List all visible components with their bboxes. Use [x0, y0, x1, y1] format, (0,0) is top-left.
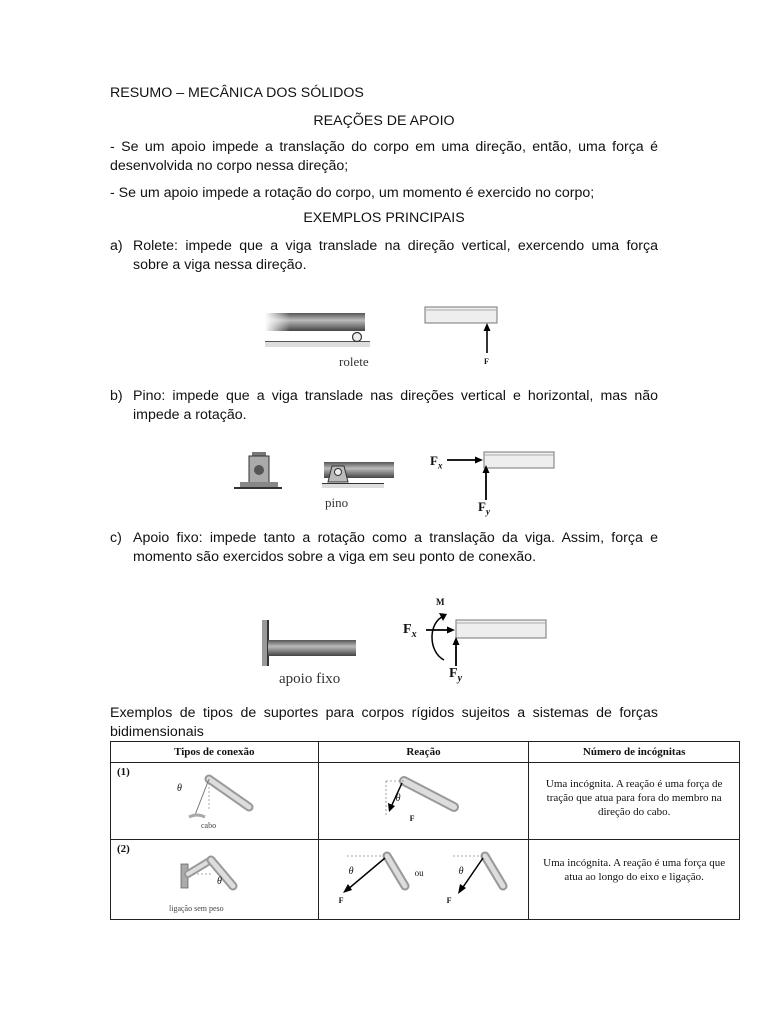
row1-reaction-force: F — [409, 814, 415, 823]
row1-number: (1) — [117, 766, 130, 778]
row2-reaction-theta-right: θ — [458, 866, 464, 877]
row2-reaction-force-left: F — [338, 896, 344, 905]
pino-label: pino — [325, 495, 349, 510]
supports-intro: Exemplos de tipos de suportes para corpos rígidos sujeitos a sistemas de forças bidimensionais — [110, 705, 658, 740]
fixed-support-drawing — [262, 620, 356, 666]
item-c-text: Apoio fixo: impede tanto a rotação como a translação da viga. Assim, força e momento são exercidos sobre a viga em seu ponto de conexão. — [133, 530, 658, 565]
apoio-fixo-label: apoio fixo — [279, 671, 341, 687]
row1-connection-label: cabo — [201, 821, 217, 830]
roller-fbd-beam — [425, 307, 497, 323]
intro-paragraph-1: - Se um apoio impede a translação do corpo em uma direção, então, uma força é desenvolvida no corpo nessa direção; — [110, 139, 658, 174]
row2-reaction-theta-left: θ — [348, 866, 354, 877]
moment-arrow — [432, 616, 444, 660]
row1-reaction-theta: θ — [395, 793, 401, 804]
row1-connection-cell — [111, 763, 319, 840]
supports-table — [110, 741, 740, 920]
intro-paragraph-2: - Se um apoio impede a rotação do corpo, um momento é exercido no corpo; — [110, 185, 595, 201]
pin-front-view — [234, 452, 282, 488]
rolete-label: rolete — [339, 354, 369, 369]
examples-title: EXEMPLOS PRINCIPAIS — [303, 210, 465, 226]
item-a-letter: a) — [110, 238, 123, 254]
row1-reaction-cell — [318, 763, 529, 840]
table-header-row — [111, 742, 740, 763]
item-b-text: Pino: impede que a viga translade nas direções vertical e horizontal, mas não impede a rotação. — [133, 388, 658, 423]
row2-description: Uma incógnita. A reação é uma força que atua ao longo do eixo e ligação. — [543, 857, 726, 883]
link-reaction-icon — [339, 846, 524, 912]
roller-support-figure — [265, 305, 505, 373]
fixed-fbd-beam — [456, 620, 546, 638]
table-header-connection: Tipos de conexão — [111, 742, 319, 763]
row2-connection-label: ligação sem peso — [169, 904, 224, 913]
item-c-letter: c) — [110, 530, 122, 546]
row2-number: (2) — [117, 843, 130, 855]
table-header-reaction: Reação — [318, 742, 529, 763]
table-row — [111, 763, 740, 840]
row1-description-cell — [529, 763, 740, 840]
pino-fx-label: $F_x$ — [430, 453, 443, 471]
document-title: RESUMO – MECÂNICA DOS SÓLIDOS — [110, 85, 364, 101]
rolete-force-label: F — [484, 357, 489, 366]
cable-reaction-icon — [374, 771, 474, 833]
pin-side-view — [322, 462, 394, 488]
row2-connection-cell — [111, 840, 319, 920]
cable-connection-icon — [161, 769, 271, 829]
item-a-text: Rolete: impede que a viga translade na direção vertical, exercendo uma força sobre a viga nessa direção. — [133, 238, 658, 273]
item-b-letter: b) — [110, 388, 123, 404]
fixed-fy-label: $F_y$ — [449, 666, 463, 684]
row1-description: Uma incógnita. A reação é uma força de tração que atua para fora do membro na direção do cabo. — [545, 778, 723, 818]
row2-reaction-cell — [318, 840, 529, 920]
pino-fy-label: $F_y$ — [478, 499, 490, 517]
fixed-fx-label: $F_x$ — [403, 622, 417, 640]
row2-description-cell — [529, 840, 740, 920]
moment-label: M — [436, 597, 445, 607]
table-header-unknowns: Número de incógnitas — [529, 742, 740, 763]
pin-fbd-beam — [484, 452, 554, 468]
row1-theta: θ — [177, 783, 182, 794]
roller-beam-drawing — [265, 313, 370, 347]
row2-or-label: ou — [414, 868, 424, 878]
row2-theta: θ — [217, 876, 222, 887]
row2-reaction-force-right: F — [446, 896, 452, 905]
table-row — [111, 840, 740, 920]
section-title: REAÇÕES DE APOIO — [313, 113, 455, 129]
pin-support-figure — [232, 444, 562, 516]
roller-wheel-icon — [353, 333, 362, 342]
